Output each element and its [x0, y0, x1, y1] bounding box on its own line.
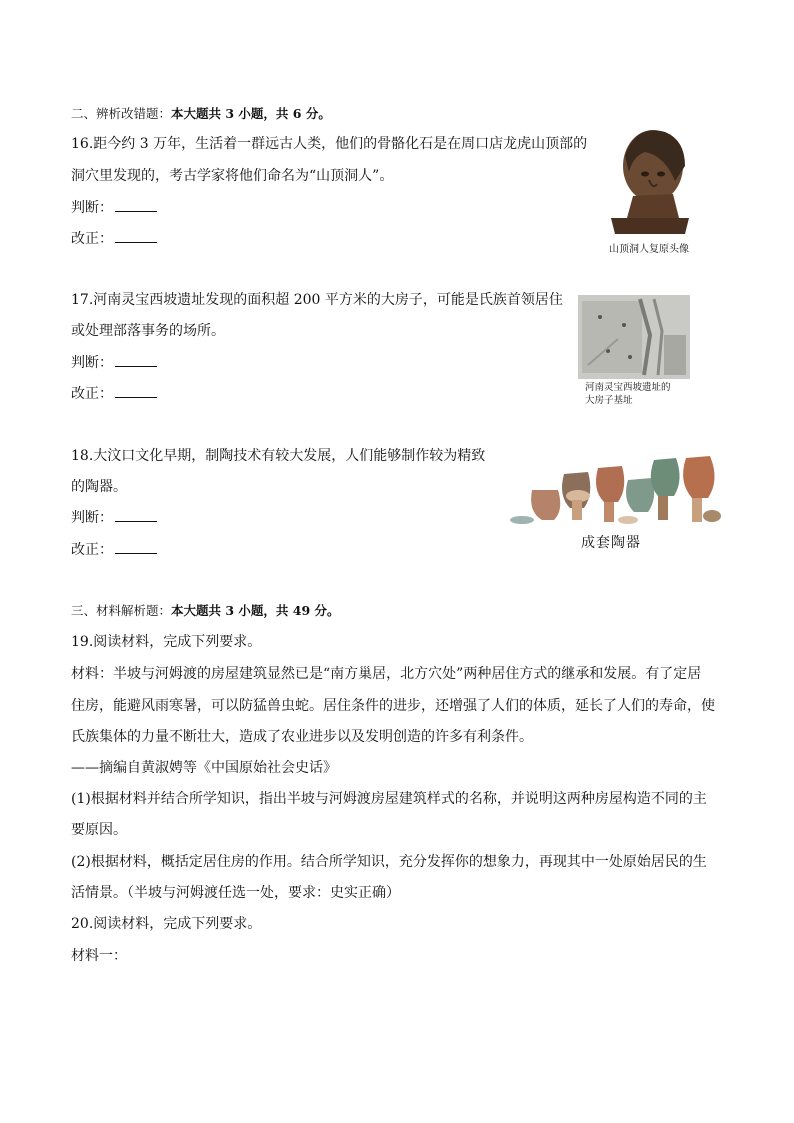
- q17-correct-blank[interactable]: [115, 385, 157, 398]
- q18-correct-blank[interactable]: [115, 541, 157, 554]
- q16-judge-row: [71, 198, 157, 218]
- q18-image-caption: 成套陶器: [581, 535, 641, 551]
- q19-req2-line1: (2)根据材料，概括定居住房的作用。结合所学知识，充分发挥你的想象力，再现其中一处原始居民的生: [71, 854, 707, 870]
- q16-skull-bust-image: [605, 126, 695, 236]
- q18-judge-row: [71, 508, 157, 528]
- section3-heading-prefix: 三、材料解析题：: [71, 603, 172, 618]
- q16-judge-blank[interactable]: [115, 199, 157, 212]
- q18-judge-label: 判断：: [71, 510, 113, 526]
- q16-text-line2: 洞穴里发现的，考古学家将他们命名为“山顶洞人”。: [71, 168, 394, 184]
- section2-heading-prefix: 二、辨析改错题：: [71, 106, 172, 121]
- q18-pottery-set-image: [508, 450, 723, 530]
- q16-correct-row: [71, 229, 157, 249]
- q19-req1-line1: (1)根据材料并结合所学知识，指出半坡与河姆渡房屋建筑样式的名称，并说明这两种房屋构造不同的主: [71, 791, 707, 807]
- q17-text-line1: 17.河南灵宝西坡遗址发现的面积超 200 平方米的大房子，可能是氏族首领居住: [71, 292, 563, 308]
- section3-heading-bold: 本大题共 3 小题，共 49 分。: [171, 603, 340, 618]
- q17-caption-line1: 河南灵宝西坡遗址的: [585, 382, 671, 393]
- q18-correct-row: [71, 540, 157, 560]
- q16-judge-label: 判断：: [71, 200, 113, 216]
- q17-correct-row: [71, 384, 157, 404]
- q17-judge-blank[interactable]: [115, 354, 157, 367]
- q17-correct-label: 改正：: [71, 386, 113, 402]
- section2-heading-bold: 本大题共 3 小题，共 6 分。: [171, 106, 331, 121]
- q17-caption-line2: 大房子基址: [585, 395, 633, 406]
- q18-correct-label: 改正：: [71, 542, 113, 558]
- q17-judge-row: [71, 353, 157, 373]
- section3-heading: [71, 601, 340, 621]
- q17-image-caption: [585, 381, 671, 407]
- q16-correct-label: 改正：: [71, 231, 113, 247]
- q20-title: 20.阅读材料，完成下列要求。: [71, 916, 262, 932]
- q17-text-line2: 或处理部落事务的场所。: [71, 323, 225, 339]
- q16-correct-blank[interactable]: [115, 230, 157, 243]
- q18-text-line1: 18.大汶口文化早期，制陶技术有较大发展，人们能够制作较为精致: [71, 448, 486, 464]
- q17-site-photo-image: [578, 295, 690, 379]
- q16-text-line1: 16.距今约 3 万年，生活着一群远古人类，他们的骨骼化石是在周口店龙虎山顶部的: [71, 136, 588, 152]
- q18-text-line2: 的陶器。: [71, 479, 127, 495]
- q20-material1-label: 材料一：: [71, 948, 127, 964]
- q19-req1-line2: 要原因。: [71, 822, 127, 838]
- q19-material-line1: 材料：半坡与河姆渡的房屋建筑显然已是“南方巢居，北方穴处”两种居住方式的继承和发展。有了定居: [71, 666, 702, 682]
- q16-image-caption: 山顶洞人复原头像: [609, 244, 689, 255]
- q18-judge-blank[interactable]: [115, 509, 157, 522]
- q17-judge-label: 判断：: [71, 355, 113, 371]
- q19-material-line3: 氏族集体的力量不断壮大，造成了农业进步以及发明创造的许多有利条件。: [71, 729, 533, 745]
- q19-source: ——摘编自黄淑娉等《中国原始社会史话》: [71, 760, 337, 776]
- q19-req2-line2: 活情景。（半坡与河姆渡任选一处，要求：史实正确）: [71, 885, 400, 901]
- q19-title: 19.阅读材料，完成下列要求。: [71, 634, 262, 650]
- section2-heading: [71, 104, 331, 124]
- q19-material-line2: 住房，能避风雨寒暑，可以防猛兽虫蛇。居住条件的进步，还增强了人们的体质，延长了人们的寿命，使: [71, 698, 715, 714]
